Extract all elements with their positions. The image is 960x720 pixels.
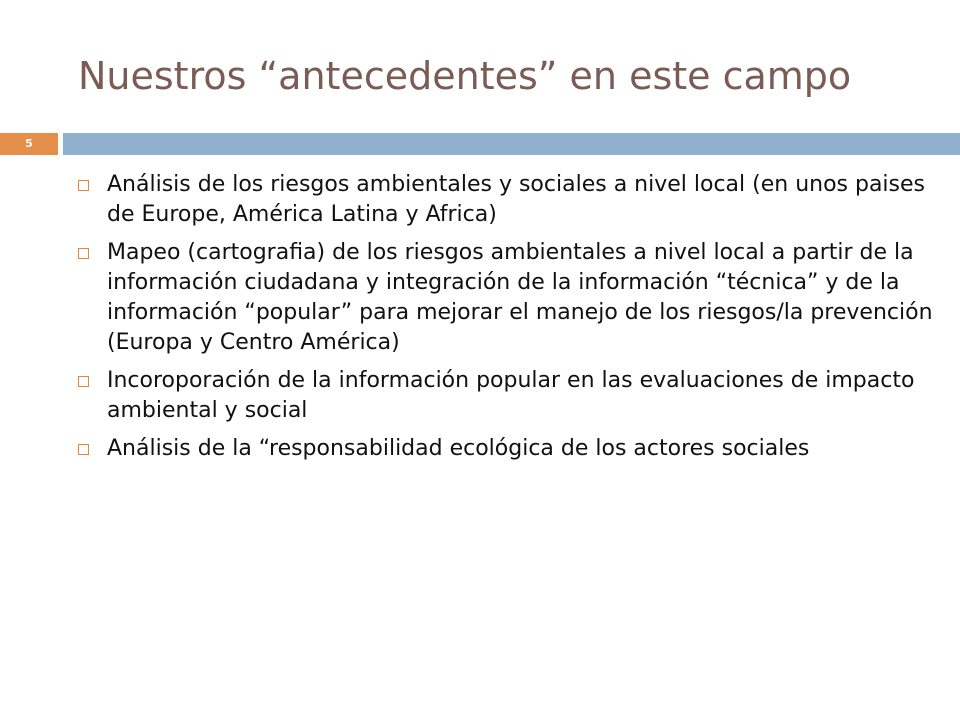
bullet-text: Incoroporación de la información popular en las evaluaciones de impacto ambiental y social <box>107 368 915 423</box>
bullet-item <box>78 434 938 464</box>
bullet-item <box>78 366 938 426</box>
hollow-square-bullet-icon <box>78 180 89 191</box>
bullet-text: Análisis de los riesgos ambientales y sociales a nivel local (en unos paises de Europe, América Latina y Africa) <box>107 172 926 227</box>
bullet-list <box>78 170 938 472</box>
bullet-item <box>78 170 938 230</box>
hollow-square-bullet-icon <box>78 376 89 387</box>
bullet-item <box>78 238 938 358</box>
page-number-badge: 5 <box>0 133 58 155</box>
bullet-text: Mapeo (cartografia) de los riesgos ambientales a nivel local a partir de la información ciudadana y integración de la información “técnica” y de la información “popular” para mejorar el manejo de los riesgos/la prevención (Europa y Centro América) <box>107 240 933 355</box>
bullet-text: Análisis de la “responsabilidad ecológica de los actores sociales <box>107 436 810 461</box>
title-divider-bar <box>63 133 960 155</box>
slide-title: Nuestros “antecedentes” en este campo <box>78 54 852 98</box>
hollow-square-bullet-icon <box>78 248 89 259</box>
hollow-square-bullet-icon <box>78 444 89 455</box>
